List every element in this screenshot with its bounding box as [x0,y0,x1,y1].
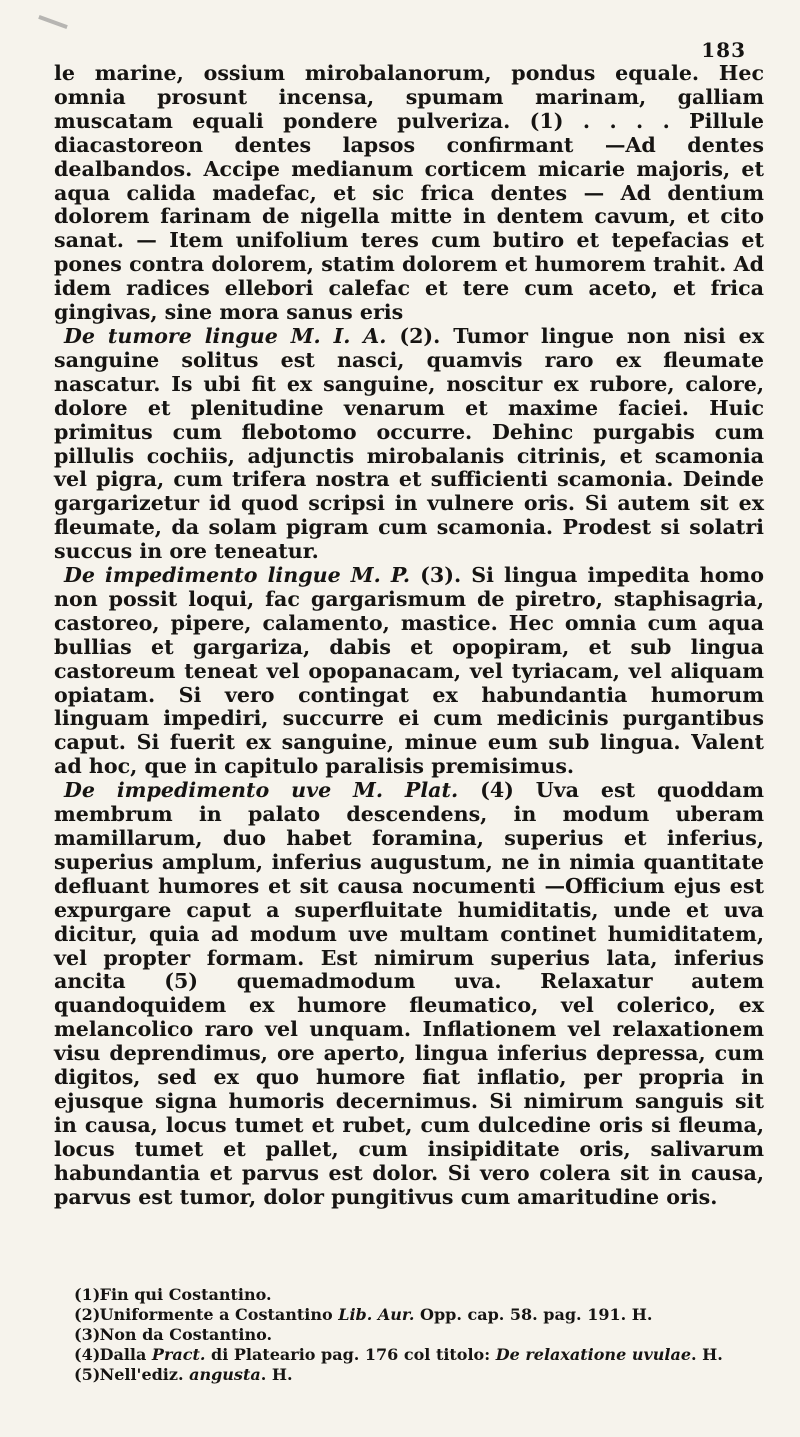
footnote-text: . H. [260,1365,293,1384]
footnote-text: Nell'ediz. [99,1365,190,1384]
footnote-text: . H. [691,1345,723,1364]
footnote-text: Dalla [99,1345,152,1364]
paragraph [54,779,764,1209]
paragraph-text: (4) Uva est quoddam membrum in palato descendens, in modum uberam mamillarum, duo habet foramina, superius et inferius, superius amplum, inferius augustum, ne in nimia quantitate defluant humores et sit causa nocumenti —Officium ejus est expurgare caput a superfluitate humiditatis, unde et uva dicitur, quia ad modum uve multam continet humiditatem, vel propter formam. Est nimirum superius lata, inferius ancita (5) quemadmodum uva. Relaxatur autem quandoquidem ex humore fleumatico, vel colerico, ex melancolico raro vel unquam. Inflationem vel relaxationem visu deprendimus, ore aperto, lingua inferius depressa, cum digitos, sed ex quo humore fiat inflatio, per propria in ejusque signa humoris decernimus. Si nimirum sanguis sit in causa, locus tumet et rubet, cum dulcedine oris si fleuma, locus tumet et pallet, cum insipiditate oris, salivarum habundantia et parvus est dolor. Si vero colera sit in causa, parvus est tumor, dolor pungitivus cum amaritudine oris. [54,778,765,1209]
footnote [74,1325,764,1345]
footnote-text: di Plateario pag. 176 col titolo: [205,1345,496,1364]
footnote-number: (2) [74,1305,101,1324]
footnote-italic: angusta [189,1365,261,1384]
footnote-text: Uniformente a Costantino [99,1305,339,1324]
paragraph-text: (3). Si lingua impedita homo non possit loqui, fac gargarismum de piretro, staphisagria, castoreo, pipere, calamento, mastice. Hec omnia cum aqua bullias et gargariza, dabis et opopiram, et sub lingua castoreum teneat vel opopanacam, vel tyriacam, vel aliquam opiatam. Si vero contingat ex habundantia humorum linguam impediri, succurre ei cum medicinis purgantibus caput. Si fuerit ex sanguine, minue eum sub lingua. Valent ad hoc, que in capitulo paralisis premisimus. [54,563,764,779]
page-smudge [38,15,68,29]
paragraph-heading: De impedimento lingue M. P. [64,563,411,588]
paragraph [54,325,764,564]
footnote-text: Non da Costantino. [99,1325,273,1344]
paragraph-heading: De impedimento uve M. Plat. [64,778,459,803]
footnote-number: (1) [74,1285,101,1304]
footnote-number: (3) [74,1325,101,1344]
paragraph [54,564,764,779]
page-number: 183 [701,38,746,62]
paragraph [54,62,764,325]
footnote-italic: Pract. [151,1345,206,1364]
body-text [54,62,764,1210]
footnote-number: (4) [74,1345,101,1364]
footnote [74,1285,764,1305]
paragraph-text: (2). Tumor lingue non nisi ex sanguine solitus est nasci, quamvis raro ex fleumate nascatur. Is ubi fit ex sanguine, noscitur ex rubore, calore, dolore et plenitudine venarum et maxime faciei. Huic primitus cum flebotomo occurre. Dehinc purgabis cum pillulis cochiis, adjunctis mirobalanis citrinis, et scamonia vel pigra, cum trifera nostra et sufficienti scamonia. Deinde gargarizetur id quod scripsi in vulnere oris. Si autem sit ex fleumate, da solam pigram cum scamonia. Prodest si solatri succus in ore teneatur. [54,323,764,564]
footnote-text: Fin qui Costantino. [99,1285,272,1304]
paragraph-heading: De tumore lingue M. I. A. [64,323,387,348]
footnote [74,1365,764,1385]
footnote-text: Opp. cap. 58. pag. 191. H. [414,1305,653,1324]
paragraph-text: le marine, ossium mirobalanorum, pondus equale. Hec omnia prosunt incensa, spumam marinam, galliam muscatam equali pondere pulveriza. (1) . . . . Pillule diacastoreon dentes lapsos confirmant —Ad dentes dealbandos. Accipe medianum corticem micarie majoris, et aqua calida madefac, et sic frica dentes — Ad dentium dolorem farinam de nigella mitte in dentem cavum, et cito sanat. — Item unifolium teres cum butiro et tepefacias et pones contra dolorem, statim dolorem et humorem trahit. Ad idem radices ellebori calefac et tere cum aceto, et frica gingivas, sine mora sanus eris [54,61,764,325]
footnotes [74,1285,764,1385]
footnote [74,1345,764,1365]
footnote-number: (5) [74,1365,101,1384]
footnote-italic: De relaxatione uvulae [495,1345,691,1364]
footnote-italic: Lib. Aur. [338,1305,415,1324]
footnote [74,1305,764,1325]
